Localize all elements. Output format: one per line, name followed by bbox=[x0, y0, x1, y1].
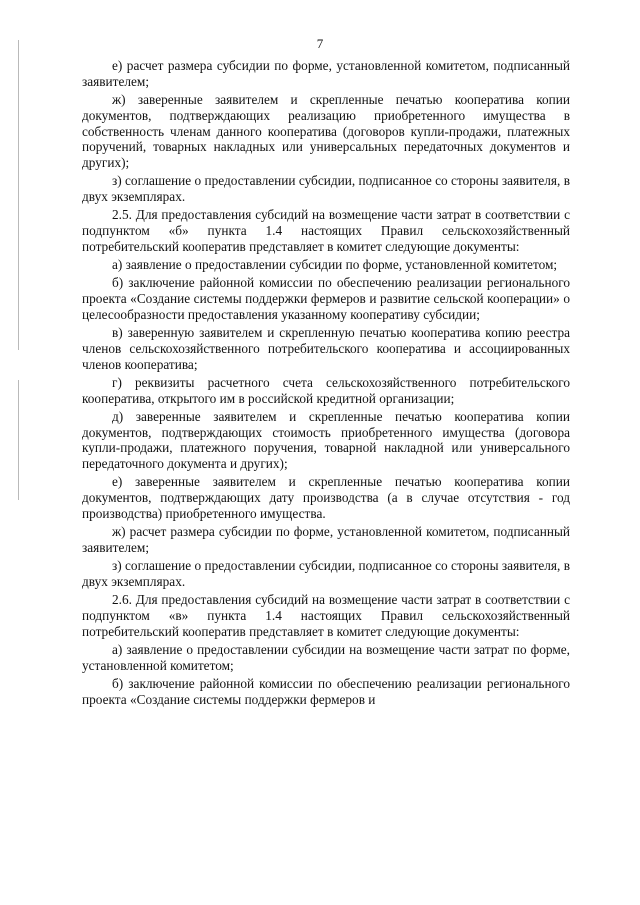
paragraph-a-application-2: а) заявление о предоставлении субсидии на возмещение части затрат по форме, установленной комитетом; bbox=[82, 641, 570, 673]
page-number: 7 bbox=[316, 36, 324, 51]
paragraph-b-conclusion-2: б) заключение районной комиссии по обеспечению реализации регионального проекта «Создание системы поддержки фермеров и bbox=[82, 675, 570, 707]
paragraph-d-cost-documents: д) заверенные заявителем и скрепленные печатью кооператива копии документов, подтверждающих стоимость приобретенного имущества (договора купли-продажи, платежного поручения, товарной накладной или универсального передаточного документа и других); bbox=[82, 408, 570, 472]
paragraph-2-5: 2.5. Для предоставления субсидий на возмещение части затрат в соответствии с подпунктом «б» пункта 1.4 настоящих Правил сельскохозяйственный потребительский кооператив представляет в комитет следующие документы: bbox=[82, 207, 570, 254]
paragraph-2-6: 2.6. Для предоставления субсидий на возмещение части затрат в соответствии с подпунктом «в» пункта 1.4 настоящих Правил сельскохозяйственный потребительский кооператив представляет в комитет следующие документы: bbox=[82, 592, 570, 639]
paragraph-e-production-date: е) заверенные заявителем и скрепленные печатью кооператива копии документов, подтверждающих дату производства (а в случае отсутствия - год производства) приобретенного имущества. bbox=[82, 474, 570, 522]
paragraph-v-registry: в) заверенную заявителем и скрепленную печатью кооператива копию реестра членов сельскохозяйственного потребительского кооператива и ассоциированных членов кооператива; bbox=[82, 325, 570, 372]
paragraph-a-application: а) заявление о предоставлении субсидии по форме, установленной комитетом; bbox=[112, 257, 558, 273]
paragraph-zh-calculation: ж) расчет размера субсидии по форме, установленной комитетом, подписанный заявителем; bbox=[82, 524, 570, 556]
paragraph-b-conclusion: б) заключение районной комиссии по обеспечению реализации регионального проекта «Создание системы поддержки фермеров и развитие сельской кооперации» о целесообразности предоставления указанному кооперативу субсидии; bbox=[82, 275, 570, 322]
document-body bbox=[82, 58, 570, 710]
scan-margin-line bbox=[18, 40, 19, 350]
paragraph-zh-copies-sales: ж) заверенные заявителем и скрепленные печатью кооператива копии документов, подтверждающих реализацию приобретенного имущества в собственность членам данного кооператива (договоров купли-продажи, платежных поручений, товарных накладных или универсальных передаточных документов и других); bbox=[82, 91, 570, 171]
paragraph-e-calculation: е) расчет размера субсидии по форме, установленной комитетом, подписанный заявителем; bbox=[82, 58, 570, 89]
paragraph-g-bank-details: г) реквизиты расчетного счета сельскохозяйственного потребительского кооператива, открытого им в российской кредитной организации; bbox=[82, 374, 570, 406]
scan-margin-line bbox=[18, 380, 19, 500]
paragraph-z-agreement-2: з) соглашение о предоставлении субсидии, подписанное со стороны заявителя, в двух экземплярах. bbox=[82, 558, 570, 589]
paragraph-z-agreement: з) соглашение о предоставлении субсидии, подписанное со стороны заявителя, в двух экземплярах. bbox=[82, 173, 570, 205]
